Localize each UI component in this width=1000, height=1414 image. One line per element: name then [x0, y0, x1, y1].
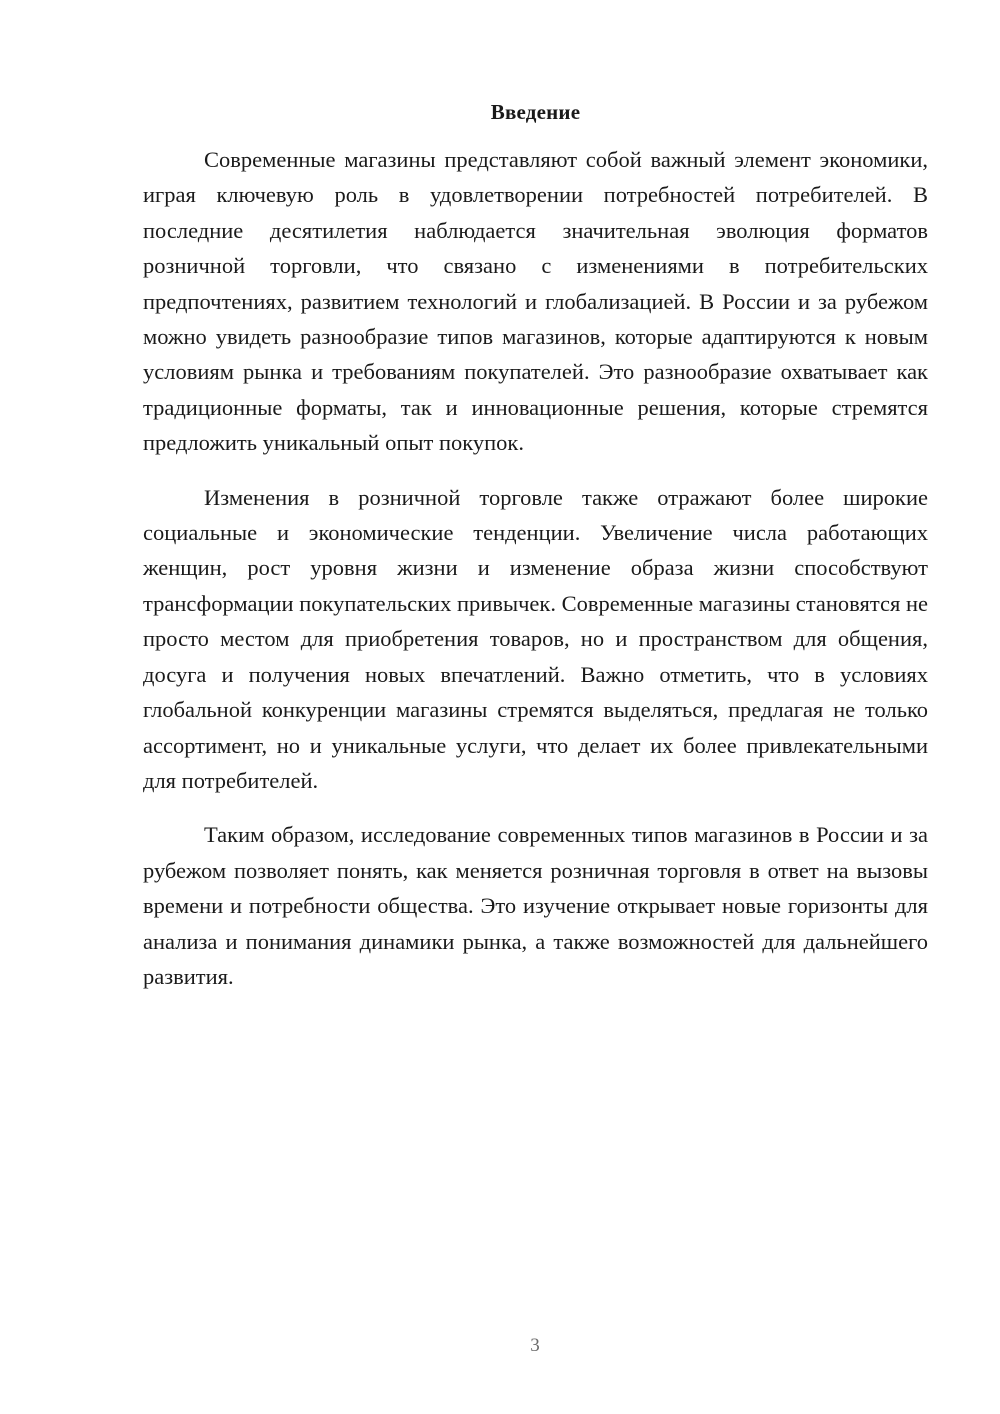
document-body	[143, 142, 928, 1013]
page-number: 3	[530, 1335, 540, 1356]
page-title: Введение	[490, 100, 581, 124]
paragraph-3: Таким образом, исследование современных типов магазинов в России и за рубежом позволяет понять, как меняется розничная торговля в ответ на вызовы времени и потребности общества. Это изучение открывает новые горизонты для анализа и понимания динамики рынка, а также возможностей для дальнейшего развития.	[143, 822, 928, 989]
paragraph-1: Современные магазины представляют собой важный элемент экономики, играя ключевую роль в удовлетворении потребностей потребителей. В последние десятилетия наблюдается значительная эволюция форматов розничной торговли, что связано с изменениями в потребительских предпочтениях, развитием технологий и глобализацией. В России и за рубежом можно увидеть разнообразие типов магазинов, которые адаптируются к новым условиям рынка и требованиям покупателей. Это разнообразие охватывает как традиционные форматы, так и инновационные решения, которые стремятся предложить уникальный опыт покупок.	[143, 147, 928, 456]
paragraph-2: Изменения в розничной торговле также отражают более широкие социальные и экономические тенденции. Увеличение числа работающих женщин, рост уровня жизни и изменение образа жизни способствуют трансформации покупательских привычек. Современные магазины становятся не просто местом для приобретения товаров, но и пространством для общения, досуга и получения новых впечатлений. Важно отметить, что в условиях глобальной конкуренции магазины стремятся выделяться, предлагая не только ассортимент, но и уникальные услуги, что делает их более привлекательными для потребителей.	[143, 484, 928, 793]
